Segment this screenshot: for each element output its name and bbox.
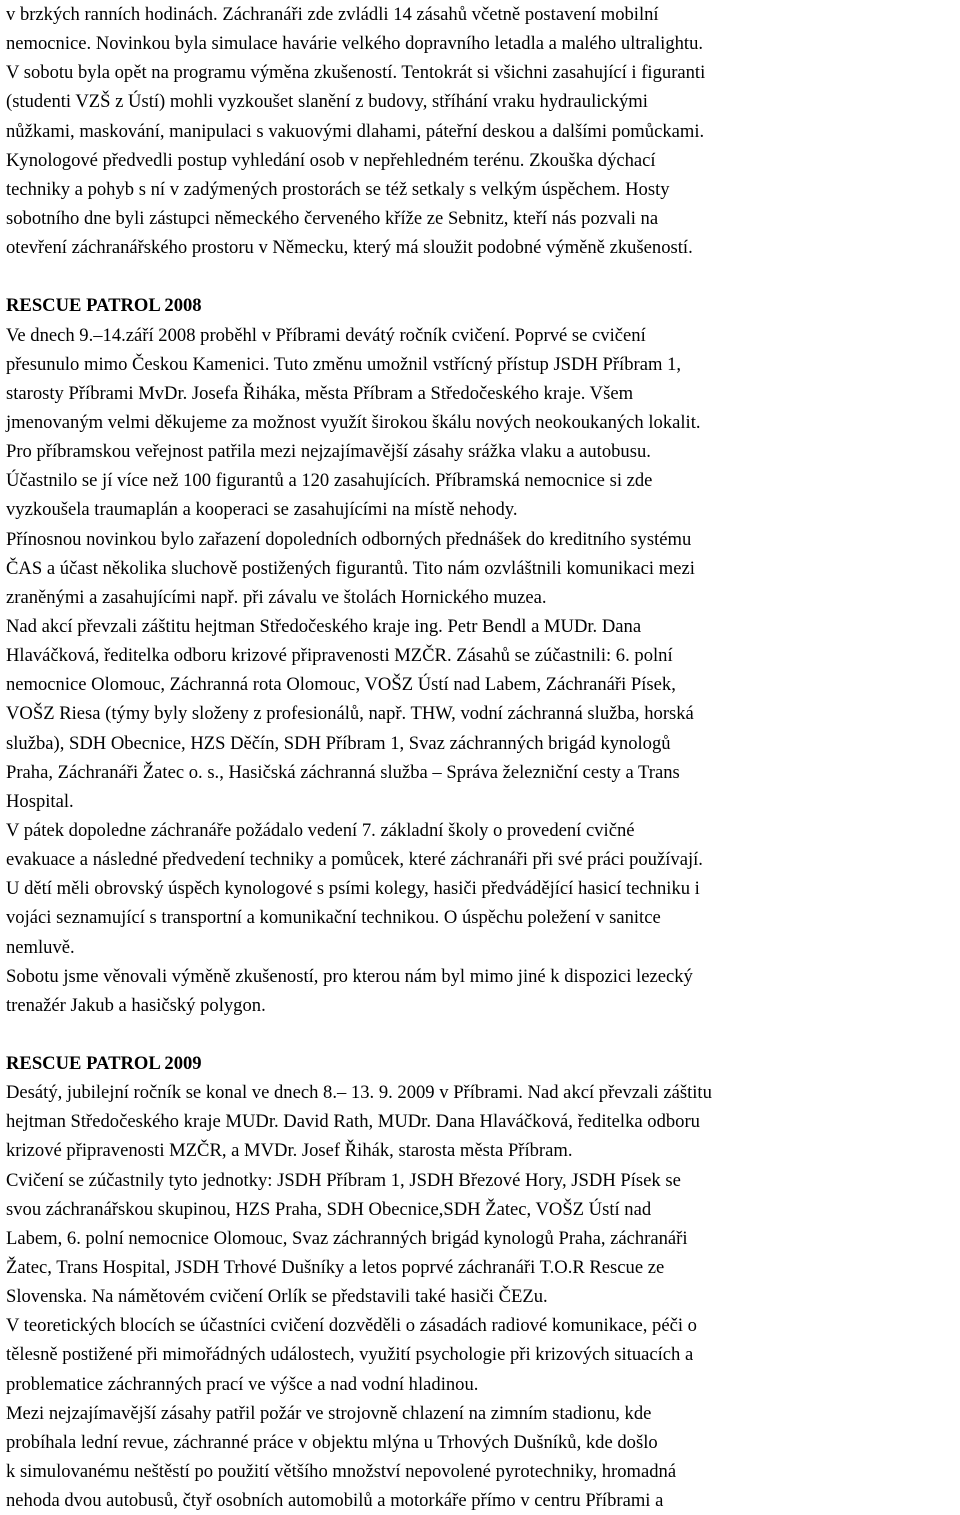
text-line: V pátek dopoledne záchranáře požádalo vedení 7. základní školy o provedení cvičné bbox=[6, 819, 635, 841]
text-line: Labem, 6. polní nemocnice Olomouc, Svaz záchranných brigád kynologů Praha, záchranáři bbox=[6, 1227, 688, 1249]
text-line: k simulovanému neštěstí po použití většího množství nepovolené pyrotechniky, hromadná bbox=[6, 1461, 677, 1483]
text-line: jmenovaným velmi děkujeme za možnost využít širokou škálu nových neokoukaných lokalit. bbox=[6, 411, 701, 433]
text-line: trenažér Jakub a hasičský polygon. bbox=[6, 994, 266, 1016]
text-line: Účastnilo se jí více než 100 figurantů a 120 zasahujících. Příbramská nemocnice si zde bbox=[6, 470, 653, 492]
text-line: Přínosnou novinkou bylo zařazení dopoledních odborných přednášek do kreditního systému bbox=[6, 528, 692, 550]
text-line: nemocnice Olomouc, Záchranná rota Olomouc, VOŠZ Ústí nad Labem, Záchranáři Písek, bbox=[6, 674, 676, 696]
section-2008 bbox=[6, 291, 956, 1020]
text-line: nůžkami, maskování, manipulaci s vakuovými dlahami, páteřní deskou a dalšími pomůckami. bbox=[6, 120, 705, 142]
text-line: vojáci seznamující s transportní a komunikační technikou. O úspěchu poležení v sanitce bbox=[6, 907, 661, 929]
text-line: nemluvě. bbox=[6, 936, 75, 958]
text-line: V sobotu byla opět na programu výměna zkušeností. Tentokrát si všichni zasahující i figuranti bbox=[6, 62, 706, 84]
text-line: přesunulo mimo Českou Kamenici. Tuto změnu umožnil vstřícný přístup JSDH Příbram 1, bbox=[6, 353, 682, 375]
text-line: Hlaváčková, ředitelka odboru krizové připravenosti MZČR. Zásahů se zúčastnili: 6. polní bbox=[6, 645, 673, 667]
text-line: Ve dnech 9.–14.září 2008 proběhl v Příbrami devátý ročník cvičení. Poprvé se cvičení bbox=[6, 324, 646, 346]
text-line: hejtman Středočeského kraje MUDr. David Rath, MUDr. Dana Hlaváčková, ředitelka odboru bbox=[6, 1111, 700, 1133]
text-line: Žatec, Trans Hospital, JSDH Trhové Dušníky a letos poprvé záchranáři T.O.R Rescue ze bbox=[6, 1257, 665, 1279]
text-line: krizové připravenosti MZČR, a MVDr. Josef Řihák, starosta města Příbram. bbox=[6, 1140, 573, 1162]
text-line: problematice záchranných prací ve výšce a nad vodní hladinou. bbox=[6, 1373, 479, 1395]
text-line: (studenti VZŠ z Ústí) mohli vyzkoušet slanění z budovy, stříhání vraku hydraulickými bbox=[6, 91, 648, 113]
text-line: svou záchranářskou skupinou, HZS Praha, SDH Obecnice,SDH Žatec, VOŠZ Ústí nad bbox=[6, 1198, 652, 1220]
text-line: Kynologové předvedli postup vyhledání osob v nepřehledném terénu. Zkouška dýchací bbox=[6, 149, 656, 171]
text-line: Mezi nejzajímavější zásahy patřil požár ve strojovně chlazení na zimním stadionu, kde bbox=[6, 1402, 652, 1424]
text-line: nemocnice. Novinkou byla simulace havárie velkého dopravního letadla a malého ultralightu. bbox=[6, 33, 704, 55]
text-line: VOŠZ Riesa (týmy byly složeny z profesionálů, např. THW, vodní záchranná služba, horská bbox=[6, 703, 694, 725]
text-line: otevření záchranářského prostoru v Německu, který má sloužit podobné výměně zkušeností. bbox=[6, 237, 693, 259]
document-page bbox=[6, 0, 956, 1515]
text-line: Pro příbramskou veřejnost patřila mezi nejzajímavější zásahy srážka vlaku a autobusu. bbox=[6, 441, 651, 463]
section-heading-2009: RESCUE PATROL 2009 bbox=[6, 1053, 202, 1075]
intro-paragraph bbox=[6, 0, 956, 262]
text-line: probíhala lední revue, záchranné práce v objektu mlýna u Trhových Dušníků, kde došlo bbox=[6, 1431, 658, 1453]
text-line: Praha, Záchranáři Žatec o. s., Hasičská záchranná služba – Správa železniční cesty a Trans bbox=[6, 761, 680, 783]
text-line: starosty Příbrami MvDr. Josefa Řiháka, města Příbram a Středočeského kraje. Všem bbox=[6, 382, 634, 404]
text-line: evakuace a následné předvedení techniky a pomůcek, které záchranáři při své práci používají. bbox=[6, 849, 703, 871]
text-line: sobotního dne byli zástupci německého červeného kříže ze Sebnitz, kteří nás pozvali na bbox=[6, 207, 659, 229]
text-line: služba), SDH Obecnice, HZS Děčín, SDH Příbram 1, Svaz záchranných brigád kynologů bbox=[6, 732, 671, 754]
text-line: techniky a pohyb s ní v zadýmených prostorách se též setkaly s velkým úspěchem. Hosty bbox=[6, 178, 670, 200]
paragraph-spacer bbox=[6, 1020, 956, 1049]
text-line: Hospital. bbox=[6, 790, 74, 812]
text-line: tělesně postižené při mimořádných událostech, využití psychologie při krizových situacích a bbox=[6, 1344, 694, 1366]
text-line: nehoda dvou autobusů, čtyř osobních automobilů a motorkáře přímo v centru Příbrami a bbox=[6, 1490, 664, 1512]
text-line: ČAS a účast několika sluchově postižených figurantů. Tito nám ozvláštnili komunikaci mezi bbox=[6, 557, 695, 579]
text-line: Slovenska. Na námětovém cvičení Orlík se představili také hasiči ČEZu. bbox=[6, 1286, 548, 1308]
text-line: Nad akcí převzali záštitu hejtman Středočeského kraje ing. Petr Bendl a MUDr. Dana bbox=[6, 615, 642, 637]
text-line: Cvičení se zúčastnily tyto jednotky: JSDH Příbram 1, JSDH Březové Hory, JSDH Písek se bbox=[6, 1169, 681, 1191]
section-2009 bbox=[6, 1049, 956, 1515]
text-line: U dětí měli obrovský úspěch kynologové s psími kolegy, hasiči předvádějící hasicí techniku i bbox=[6, 878, 700, 900]
paragraph-spacer bbox=[6, 262, 956, 291]
text-line: zraněnými a zasahujícími např. při závalu ve štolách Hornického muzea. bbox=[6, 586, 547, 608]
section-heading-2008: RESCUE PATROL 2008 bbox=[6, 295, 202, 317]
text-line: v brzkých ranních hodinách. Záchranáři zde zvládli 14 zásahů včetně postavení mobilní bbox=[6, 4, 659, 25]
text-line: V teoretických blocích se účastníci cvičení dozvěděli o zásadách radiové komunikace, péči o bbox=[6, 1315, 697, 1337]
text-line: Sobotu jsme věnovali výměně zkušeností, pro kterou nám byl mimo jiné k dispozici lezecký bbox=[6, 965, 693, 987]
text-line: Desátý, jubilejní ročník se konal ve dnech 8.– 13. 9. 2009 v Příbrami. Nad akcí převzali záštitu bbox=[6, 1082, 712, 1104]
text-line: vyzkoušela traumaplán a kooperaci se zasahujícími na místě nehody. bbox=[6, 499, 518, 521]
